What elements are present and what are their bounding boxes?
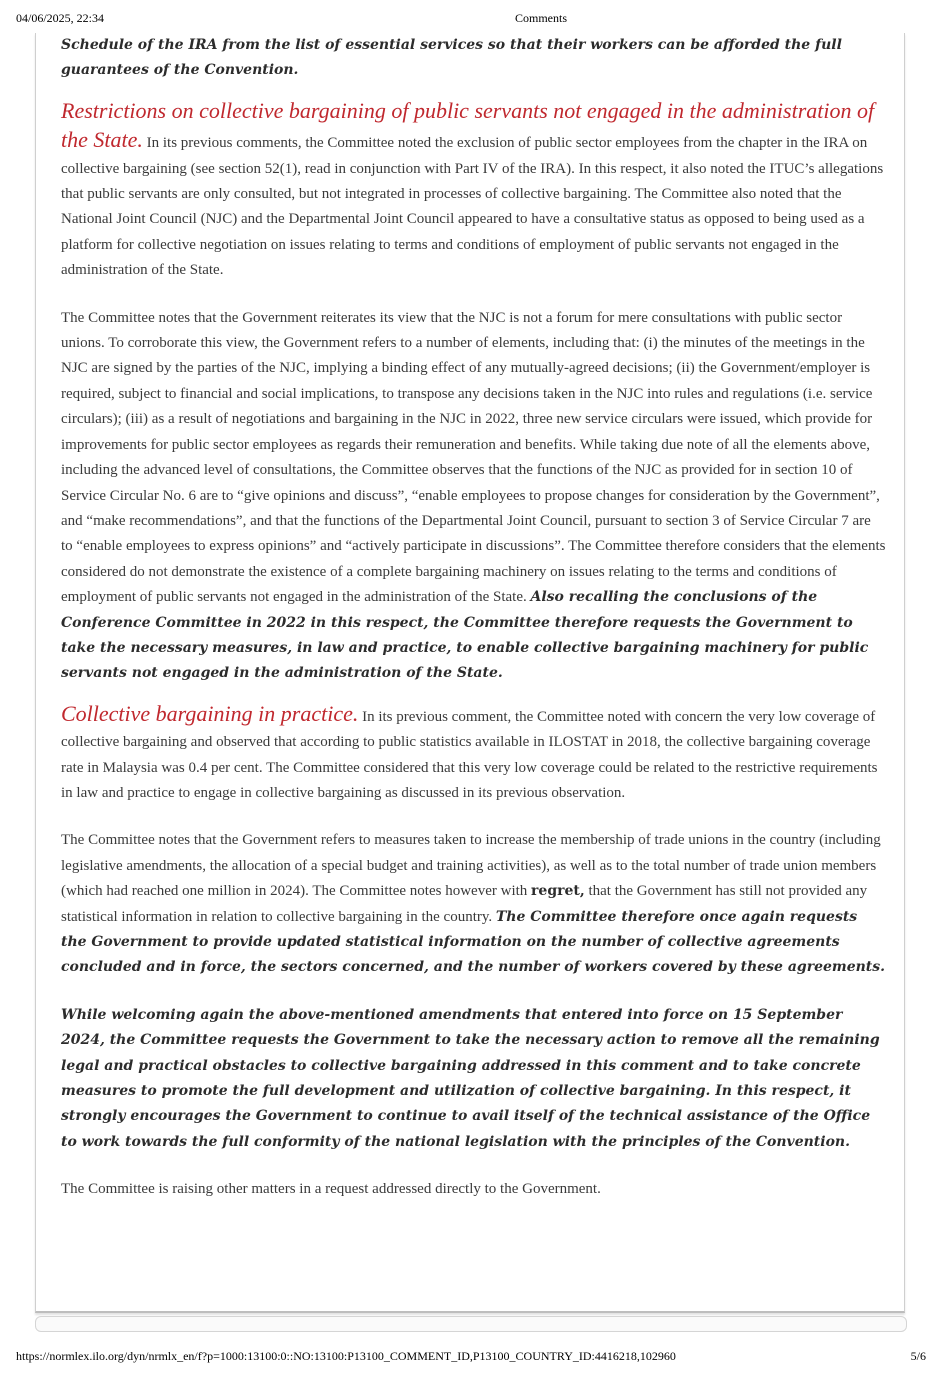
print-footer [16, 1349, 928, 1365]
horizontal-scrollbar[interactable] [35, 1316, 907, 1332]
body-text: that the Government has still not provided any statistical information in relation to collective bargaining in the country. [61, 883, 868, 925]
emphasis-text: While welcoming again the above-mentioned amendments that entered into force on 15 September 2024, the Committee requests the Government to take the necessary action to remove all the remaining legal and practical obstacles to collective bargaining addressed in this comment and to take concrete measures to promote the full development and utilization of collective bargaining. In this respect, it strongly encourages the Government to continue to avail itself of the technical assistance of the Office to work towards the full conformity of the national legislation with the principles of the Convention. [61, 1006, 880, 1150]
comment-body [61, 33, 886, 1225]
paragraph-restrictions-intro [61, 98, 886, 284]
body-text: In its previous comment, the Committee noted with concern the very low coverage of collective bargaining and observed that according to public statistics available in ILOSTAT in 2018, the collective bargaining coverage rate in Malaysia was 0.4 per cent. The Committee considered that this very low coverage could be related to the restrictive requirements in law and practice to engage in collective bargaining as discussed in its previous observation. [61, 708, 878, 801]
paragraph-statistics [61, 828, 886, 980]
paragraph-njc [61, 306, 886, 687]
print-header [12, 11, 936, 29]
paragraph-practice-intro [61, 701, 886, 807]
source-url[interactable]: https://normlex.ilo.org/dyn/nrmlx_en/f?p=1000:13100:0::NO:13100:P13100_COMMENT_ID,P13100_COUNTRY_ID:4416218,102960 [16, 1349, 676, 1363]
section-heading-practice: Collective bargaining in practice. [61, 700, 359, 726]
section-heading-restrictions: Restrictions on collective bargaining of public servants not engaged in the administration of the State. [61, 97, 875, 153]
body-text: The Committee notes that the Government reiterates its view that the NJC is not a forum for mere consultations with public sector unions. To corroborate this view, the Government refers to a number of elements, including that: (i) the minutes of the meetings in the NJC are signed by the parties of the NJC, implying a binding effect of any mutually-agreed decisions; (ii) the Government/employer is required, subject to financial and social implications, to transpose any decisions taken in the NJC into rules and regulations (i.e. service circulars); (iii) as a result of negotiations and bargaining in the NJC in 2022, three new service circulars were issued, which provide for improvements for public sector employees as regards their remuneration and benefits. While taking due note of all the elements above, including the advanced level of consultations, the Committee observes that the functions of the NJC as provided for in section 10 of Service Circular No. 6 are to “give opinions and discuss”, “enable employees to propose changes for consideration by the Government”, and “make recommendations”, and that the functions of the Departmental Joint Council, pursuant to section 3 of Service Circular 7 are to “enable employees to express opinions” and “actively participate in discussions”. The Committee therefore considers that the elements considered do not demonstrate the existence of a complete bargaining machinery on issues relating to the terms and conditions of employment of public servants not engaged in the administration of the State. [61, 309, 886, 606]
emphasis-text: Also recalling the conclusions of the Conference Committee in 2022 in this respect, the Committee therefore requests the Government to take the necessary measures, in law and practice, to enable collective bargaining machinery for public servants not engaged in the administration of the State. [61, 589, 869, 682]
paragraph-conclusion [61, 1003, 886, 1155]
print-datetime: 04/06/2025, 22:34 [16, 11, 105, 25]
print-page-title: Comments [515, 11, 568, 25]
paragraph-closing [61, 1177, 886, 1202]
emphasis-regret: regret, [531, 883, 585, 900]
body-text: The Committee notes that the Government refers to measures taken to increase the membership of trade unions in the country (including legislative amendments, the allocation of a special budget and training activities), as well as to the total number of trade union members (which had reached one million in 2024). The Committee notes however with [61, 832, 881, 900]
emphasis-text: The Committee therefore once again requests the Government to provide updated statistical information on the number of collective agreements concluded and in force, the sectors concerned, and the number of workers covered by these agreements. [61, 908, 886, 976]
emphasis-text: Schedule of the IRA from the list of essential services so that their workers can be afforded the full guarantees of the Convention. [61, 37, 842, 79]
paragraph-intro [61, 33, 886, 84]
body-text: In its previous comments, the Committee noted the exclusion of public sector employees from the chapter in the IRA on collective bargaining (see section 52(1), read in conjunction with Part IV of the IRA). In this respect, it also noted the ITUC’s allegations that public servants are only consulted, but not integrated in processes of collective bargaining. The Committee also noted that the National Joint Council (NJC) and the Departmental Joint Council appeared to have a consultative status as opposed to being used as a platform for collective negotiation on issues relating to terms and conditions of employment of public servants not engaged in the administration of the State. [61, 135, 884, 279]
document-frame [35, 33, 905, 1313]
body-text: The Committee is raising other matters in a request addressed directly to the Government. [61, 1181, 601, 1198]
page-number: 5/6 [910, 1349, 926, 1363]
